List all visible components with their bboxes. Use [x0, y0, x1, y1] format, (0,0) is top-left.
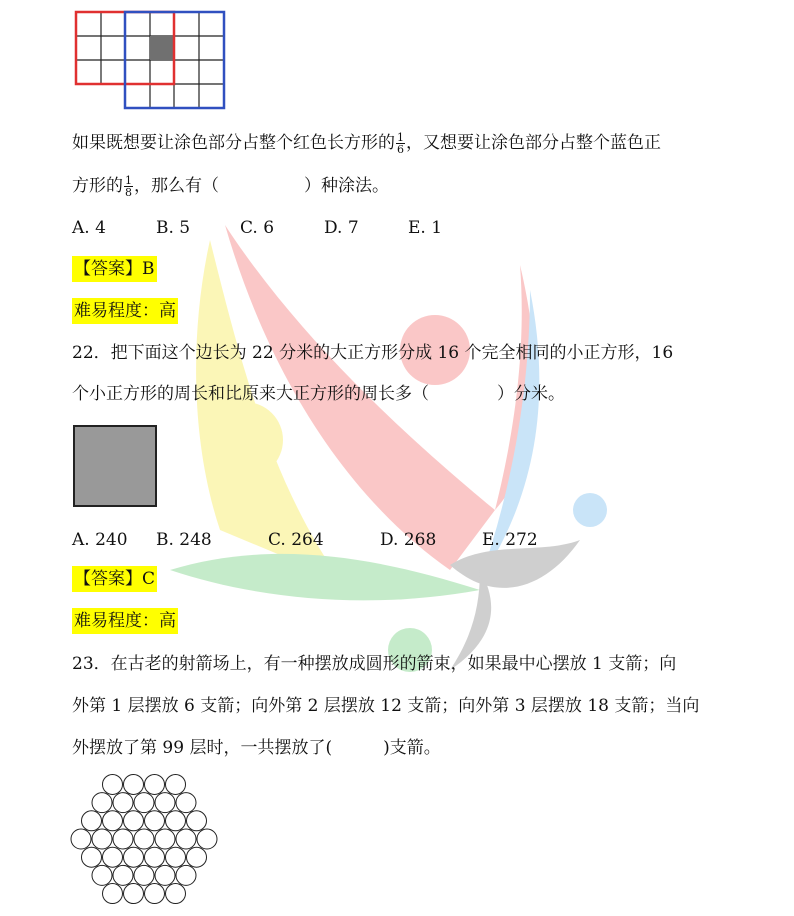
arrow-circle: [82, 811, 102, 831]
arrow-circle: [145, 884, 165, 904]
q22-line2: 个小正方形的周长和比原来大正方形的周长多（ ）分米。: [72, 384, 565, 404]
option-e: E. 1: [408, 218, 443, 238]
arrow-circle: [103, 774, 123, 794]
arrow-circle: [176, 829, 196, 849]
fraction-one-sixth: $\frac{1}{6}$: [397, 131, 404, 156]
arrow-circle: [113, 865, 133, 885]
arrow-circle: [134, 793, 154, 813]
option-a: A. 240: [72, 530, 128, 550]
fraction-one-eighth: $\frac{1}{8}$: [125, 174, 132, 199]
arrow-circle: [166, 847, 186, 867]
arrow-circle: [92, 793, 112, 813]
watermark-logo: [150, 210, 630, 680]
arrow-circle: [124, 884, 144, 904]
q21-line1-a: 如果既想要让涂色部分占整个红色长方形的: [72, 133, 395, 153]
q23-line1: 23．在古老的射箭场上，有一种摆放成圆形的箭束，如果最中心摆放 1 支箭；向: [72, 654, 677, 674]
q21-answer: 【答案】B: [72, 256, 157, 282]
option-d: D. 7: [324, 218, 359, 238]
q21-options: [72, 216, 442, 240]
option-c: C. 264: [268, 530, 324, 550]
q21-line2-a: 方形的: [72, 176, 123, 196]
option-d: D. 268: [380, 530, 437, 550]
arrow-bundle-figure: [66, 770, 226, 910]
arrow-circle: [176, 865, 196, 885]
q23-line2: 外第 1 层摆放 6 支箭；向外第 2 层摆放 12 支箭；向外第 3 层摆放 18 支箭；当向: [72, 696, 700, 716]
arrow-circle: [113, 793, 133, 813]
grid-figure: [70, 4, 230, 112]
arrow-circle: [166, 811, 186, 831]
arrow-circle: [124, 847, 144, 867]
option-e: E. 272: [482, 530, 538, 550]
arrow-circle: [145, 847, 165, 867]
arrow-circle: [92, 829, 112, 849]
arrow-circle: [145, 811, 165, 831]
arrow-circle: [92, 865, 112, 885]
q22-line1: 22．把下面这个边长为 22 分米的大正方形分成 16 个完全相同的小正方形，16: [72, 343, 674, 363]
arrow-circle: [124, 811, 144, 831]
q22-difficulty: 难易程度：高: [72, 608, 178, 634]
arrow-circle: [155, 829, 175, 849]
shaded-cell: [150, 36, 174, 60]
q22-options: [72, 528, 538, 552]
option-c: C. 6: [240, 218, 275, 238]
q21-line2-b: ，那么有（ ）种涂法。: [134, 176, 389, 196]
arrow-circle: [197, 829, 217, 849]
option-a: A. 4: [72, 218, 106, 238]
arrow-circle: [134, 865, 154, 885]
arrow-circle: [71, 829, 91, 849]
arrow-circle: [145, 774, 165, 794]
arrow-circle: [103, 811, 123, 831]
arrow-circle: [166, 774, 186, 794]
q22-answer: 【答案】C: [72, 566, 157, 592]
arrow-circle: [124, 774, 144, 794]
q23-line3: 外摆放了第 99 层时，一共摆放了( )支箭。: [72, 738, 441, 758]
arrow-circle: [166, 884, 186, 904]
option-b: B. 248: [156, 530, 212, 550]
arrow-circle: [187, 847, 207, 867]
arrow-circle: [103, 884, 123, 904]
large-square-figure: [72, 424, 162, 510]
arrow-circle: [155, 793, 175, 813]
arrow-circle: [134, 829, 154, 849]
arrow-circle: [176, 793, 196, 813]
q21-line1-b: ，又想要让涂色部分占整个蓝色正: [406, 133, 661, 153]
option-b: B. 5: [156, 218, 191, 238]
arrow-circle: [187, 811, 207, 831]
q21-difficulty: 难易程度：高: [72, 298, 178, 324]
q21-line1: [72, 131, 661, 155]
q21-line2: [72, 174, 389, 198]
large-square: [74, 426, 156, 506]
arrow-circle: [103, 847, 123, 867]
arrow-circle: [82, 847, 102, 867]
arrow-circle: [155, 865, 175, 885]
arrow-circle: [113, 829, 133, 849]
